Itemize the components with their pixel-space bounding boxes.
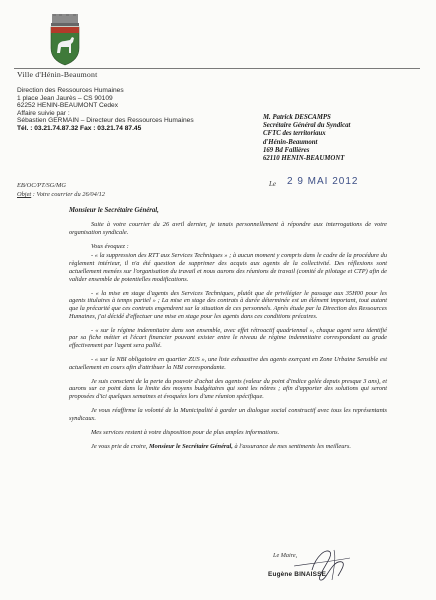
closing-text: à l'assurance de mes sentiments les meilleurs. <box>232 442 351 450</box>
date-stamp: 2 9 MAI 2012 <box>287 176 359 187</box>
body-paragraph: Mes services restent à votre disposition pour de plus amples informations. <box>91 428 280 436</box>
signatory-name: Eugène BINAISSE <box>268 571 327 578</box>
body-paragraph: - « la suppression des RTT aux Services Techniques » ; à aucun moment y compris dans le cadre de la procédure du règlement intérieur, il n'a été question de supprimer des acquis aux agents de la collectivité. Des réflexions sont actuellement menées sur l'organisation du travail et nous aurons des réunions de travail (comité de pilotage et CTP) afin de valider ensemble de potentielles modifications. <box>69 252 387 283</box>
closing-text: Je vous prie de croire, <box>91 442 150 450</box>
sender-address-block <box>17 87 194 133</box>
recipient-line: 169 Bd Fallières <box>263 146 310 154</box>
body-paragraph: Suite à votre courrier du 26 avril dernier, je tenais personnellement à répondre aux interrogations de votre organisation syndicale. <box>69 221 387 236</box>
body-paragraph: - « la mise en stage d'agents des Services Techniques, plutôt que de privilégier le passage aux 35H00 pour les agents titulaires à temps partiel » ; La mise en stage des contrats à durée déterminée est un élément important, tout autant que la précarité que ces contrats engendrent sur la situation de ces personnels. Après étude par la Direction des Ressources Humaines, j'ai décidé d'effectuer une mise en stage pour les agents dans ces conditions précaires. <box>69 289 387 320</box>
recipient-line: d'Hénin-Beaumont <box>263 138 318 146</box>
closing-address: Monsieur le Secrétaire Général, <box>149 442 233 450</box>
sender-line: Affaire suivie par : <box>17 109 70 117</box>
body-paragraph: Je suis conscient de la perte du pouvoir d'achat des agents (valeur du point d'indice gelée depuis presque 3 ans), et aurons sur ce point dans la limite des moyens budgétaires qui sont les nôtres ; afin d'apporter des solutions qui seront proposées d'ici quelques semaines et évoquées lors d'une réunion spécifique. <box>69 377 387 401</box>
header-divider <box>14 68 420 69</box>
recipient-address-block <box>263 114 350 163</box>
subject-text: : Votre courrier du 26/04/12 <box>31 191 105 198</box>
subject-label: Objet <box>17 191 32 198</box>
salutation: Monsieur le Secrétaire Général, <box>69 207 159 214</box>
recipient-line: CFTC des territoriaux <box>263 130 326 138</box>
signatory-title: Le Maire, <box>273 552 298 559</box>
sender-line: 1 place Jean Jaurès – CS 90109 <box>17 94 113 102</box>
town-crest-icon <box>48 14 82 66</box>
sender-line: Sébastien GERMAIN – Directeur des Ressources Humaines <box>17 117 194 125</box>
recipient-line: Secrétaire Général du Syndicat <box>263 122 351 130</box>
closing-paragraph <box>69 443 387 451</box>
town-name: Ville d'Hénin-Beaumont <box>17 70 98 79</box>
body-paragraph: Je vous réaffirme la volonté de la Municipalité à garder un dialogue social constructif avec tous les représentants syndicaux. <box>69 407 387 422</box>
letter-body <box>69 221 387 457</box>
recipient-line: M. Patrick DESCAMPS <box>263 114 331 121</box>
sender-line: 62252 HENIN-BEAUMONT Cedex <box>17 102 119 110</box>
subject-line <box>17 191 105 198</box>
body-paragraph: - « sur le régime indemnitaire dans son ensemble, avec effet rétroactif quadriennal », chaque agent sera identifié par sa fiche métier et l'écart financier pouvant exister entre le niveau de régime indemnitaire correspondant au grade effectivement par l'agent sera pallié. <box>69 326 387 350</box>
reference-code: EB/OC/PT/SG/MG <box>17 182 66 189</box>
recipient-line: 62110 HENIN-BEAUMONT <box>263 155 345 163</box>
body-paragraph: Vous évoquez : <box>91 242 129 250</box>
body-paragraph: - « sur la NBI obligatoire en quartier ZUS », une liste exhaustive des agents exerçant en Zone Urbaine Sensible est actuellement en cours afin d'attribuer la NBI correspondante. <box>69 356 387 371</box>
sender-contact: Tél. : 03.21.74.87.32 Fax : 03.21.74 87.45 <box>17 124 142 132</box>
sender-line: Direction des Ressources Humaines <box>17 87 124 94</box>
date-prefix: Le <box>269 180 276 188</box>
